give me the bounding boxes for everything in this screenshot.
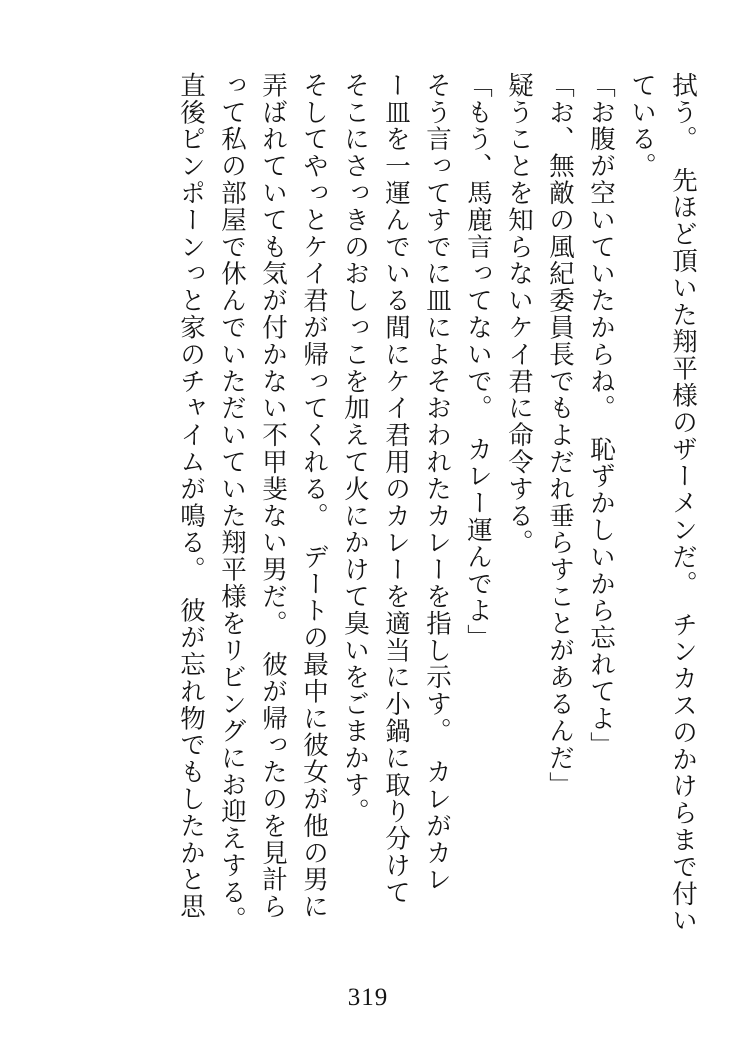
text-column: 「お腹が空いていたからね。 恥ずかしいから忘れてよ」	[587, 72, 616, 759]
text-column: ー皿を一運んでいる間にケイ君用のカレーを適当に小鍋に取り分けて	[382, 72, 411, 906]
text-column: 直後ピンポーンっと家のチャイムが鳴る。 彼が忘れ物でもしたかと思	[177, 72, 206, 921]
vertical-text-body	[40, 72, 696, 952]
text-column: 拭う。 先ほど頂いた翔平様のザーメンだ。 チンカスのかけらまで付い	[669, 72, 698, 935]
text-column: そしてやっとケイ君が帰ってくれる。 デートの最中に彼女が他の男に	[300, 72, 329, 921]
text-column: ている。	[628, 72, 657, 180]
text-column: 疑うことを知らないケイ君に命令する。	[505, 72, 534, 557]
text-column: 「お、無敵の風紀委員長でもよだれ垂らすことがあるんだ」	[546, 72, 575, 799]
text-column: そこにさっきのおしっこを加えて火にかけて臭いをごまかす。	[341, 72, 370, 826]
text-column: 「もう、馬鹿言ってないで。 カレー運んでよ」	[464, 72, 493, 652]
text-column: 弄ばれていても気が付かない不甲斐ない男だ。 彼が帰ったのを見計ら	[259, 72, 288, 921]
page-number: 319	[347, 984, 389, 1011]
text-column: って私の部屋で休んでいただいていた翔平様をリビングにお迎えする。	[218, 72, 247, 933]
text-column: そう言ってすでに皿によそおわれたカレーを指し示す。 カレがカレ	[423, 72, 452, 894]
